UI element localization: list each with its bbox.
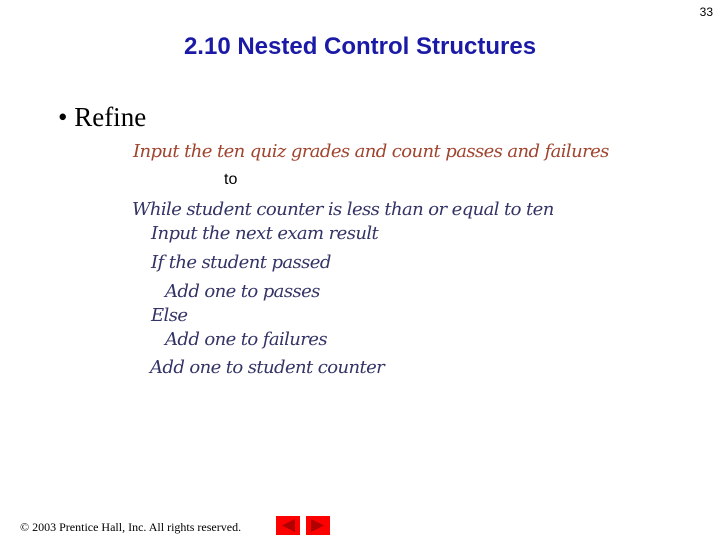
pseudocode-line: If the student passed bbox=[151, 252, 331, 273]
previous-slide-button[interactable] bbox=[276, 516, 300, 535]
next-slide-button[interactable] bbox=[306, 516, 330, 535]
pseudocode-line: Add one to student counter bbox=[150, 357, 385, 378]
bullet-refine: • Refine bbox=[58, 102, 147, 132]
arrow-right-icon bbox=[306, 516, 330, 535]
pseudocode-line: Add one to passes bbox=[165, 281, 320, 302]
original-pseudocode: Input the ten quiz grades and count passes and failures bbox=[133, 141, 609, 162]
to-label: to bbox=[224, 171, 238, 188]
pseudocode-line: Else bbox=[151, 305, 188, 326]
page-number: 33 bbox=[699, 5, 713, 19]
arrow-left-icon bbox=[276, 516, 300, 535]
slide-title: 2.10 Nested Control Structures bbox=[183, 33, 537, 60]
pseudocode-line: While student counter is less than or equal to ten bbox=[132, 199, 554, 220]
copyright-footer: © 2003 Prentice Hall, Inc. All rights reserved. bbox=[20, 520, 242, 534]
pseudocode-line: Add one to failures bbox=[165, 329, 327, 350]
pseudocode-line: Input the next exam result bbox=[151, 223, 379, 244]
